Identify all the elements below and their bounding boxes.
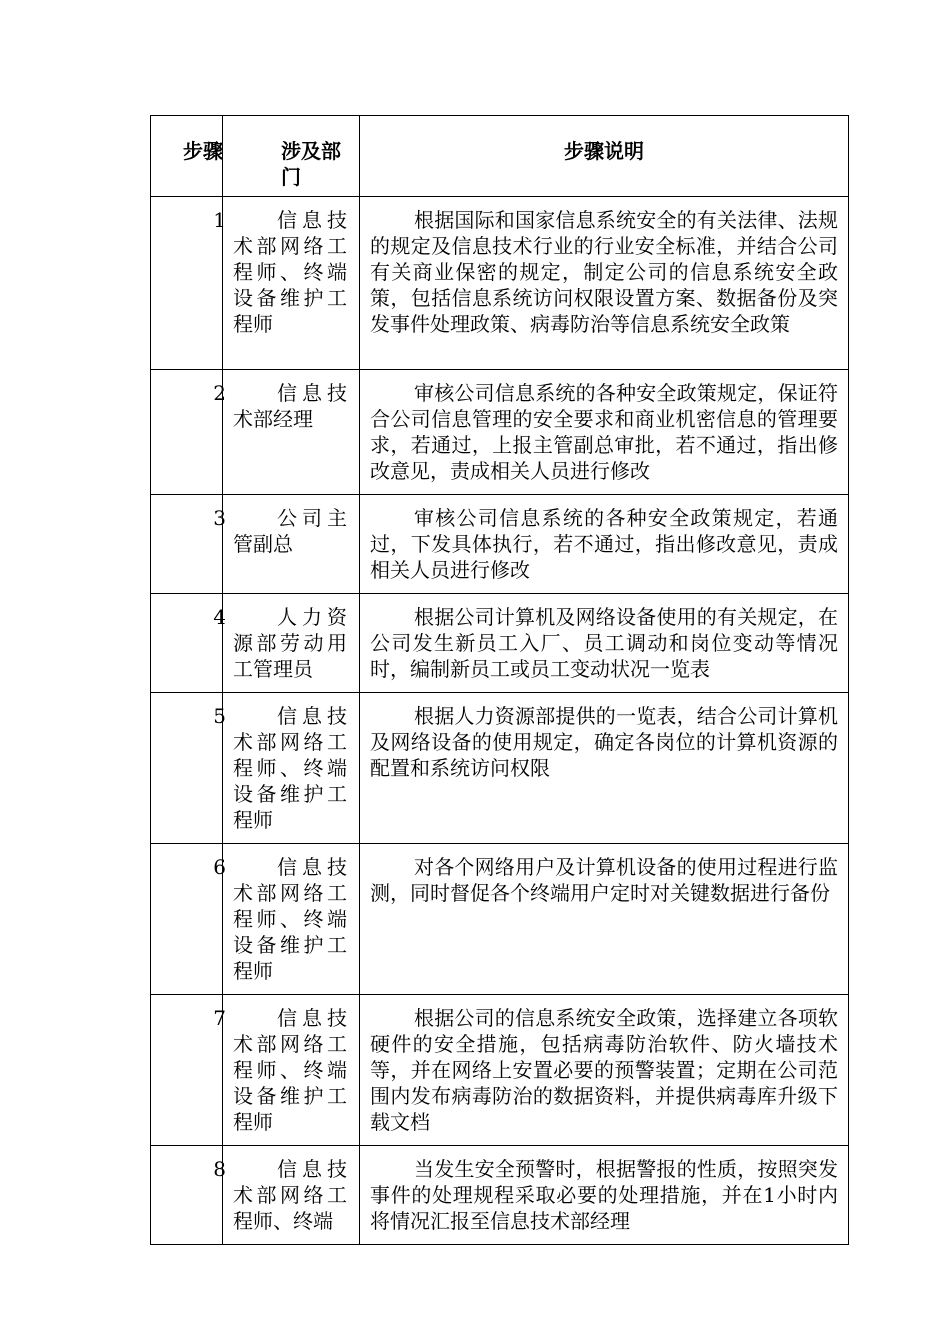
step-number-cell: 1 [151, 197, 223, 370]
step-number-cell: 7 [151, 995, 223, 1146]
department-cell: 信息技术部网络工程师、终端 [223, 1146, 360, 1245]
table-row [151, 1146, 849, 1245]
description-cell: 当发生安全预警时，根据警报的性质，按照突发事件的处理规程采取必要的处理措施，并在1小时内将情况汇报至信息技术部经理 [360, 1146, 849, 1245]
table-row [151, 594, 849, 693]
department-cell: 信息技术部网络工程师、终端设备维护工程师 [223, 197, 360, 370]
step-number-cell: 3 [151, 495, 223, 594]
header-department: 涉及部门 [223, 116, 360, 197]
table-header-row [151, 116, 849, 197]
department-cell: 公司主管副总 [223, 495, 360, 594]
description-cell: 根据国际和国家信息系统安全的有关法律、法规的规定及信息技术行业的行业安全标准，并结合公司有关商业保密的规定，制定公司的信息系统安全政策，包括信息系统访问权限设置方案、数据备份及突发事件处理政策、病毒防治等信息系统安全政策 [360, 197, 849, 370]
header-step: 步骤 [151, 116, 223, 197]
department-cell: 人力资源部劳动用工管理员 [223, 594, 360, 693]
table-row [151, 370, 849, 495]
department-cell: 信息技术部网络工程师、终端设备维护工程师 [223, 693, 360, 844]
header-description: 步骤说明 [360, 116, 849, 197]
description-cell: 根据公司的信息系统安全政策，选择建立各项软硬件的安全措施，包括病毒防治软件、防火墙技术等，并在网络上安置必要的预警装置；定期在公司范围内发布病毒防治的数据资料，并提供病毒库升级下载文档 [360, 995, 849, 1146]
table-row [151, 495, 849, 594]
step-number-cell: 8 [151, 1146, 223, 1245]
step-number-cell: 2 [151, 370, 223, 495]
step-number-cell: 4 [151, 594, 223, 693]
step-number-cell: 6 [151, 844, 223, 995]
description-cell: 根据人力资源部提供的一览表，结合公司计算机及网络设备的使用规定，确定各岗位的计算机资源的配置和系统访问权限 [360, 693, 849, 844]
description-cell: 审核公司信息系统的各种安全政策规定，保证符合公司信息管理的安全要求和商业机密信息的管理要求，若通过，上报主管副总审批，若不通过，指出修改意见，责成相关人员进行修改 [360, 370, 849, 495]
step-number-cell: 5 [151, 693, 223, 844]
table-row [151, 693, 849, 844]
department-cell: 信息技术部网络工程师、终端设备维护工程师 [223, 844, 360, 995]
description-cell: 审核公司信息系统的各种安全政策规定，若通过，下发具体执行，若不通过，指出修改意见，责成相关人员进行修改 [360, 495, 849, 594]
department-cell: 信息技术部经理 [223, 370, 360, 495]
department-cell: 信息技术部网络工程师、终端设备维护工程师 [223, 995, 360, 1146]
table-row [151, 197, 849, 370]
description-cell: 对各个网络用户及计算机设备的使用过程进行监测，同时督促各个终端用户定时对关键数据进行备份 [360, 844, 849, 995]
table-row [151, 995, 849, 1146]
table-row [151, 844, 849, 995]
description-cell: 根据公司计算机及网络设备使用的有关规定，在公司发生新员工入厂、员工调动和岗位变动等情况时，编制新员工或员工变动状况一览表 [360, 594, 849, 693]
procedure-table [150, 115, 849, 1245]
